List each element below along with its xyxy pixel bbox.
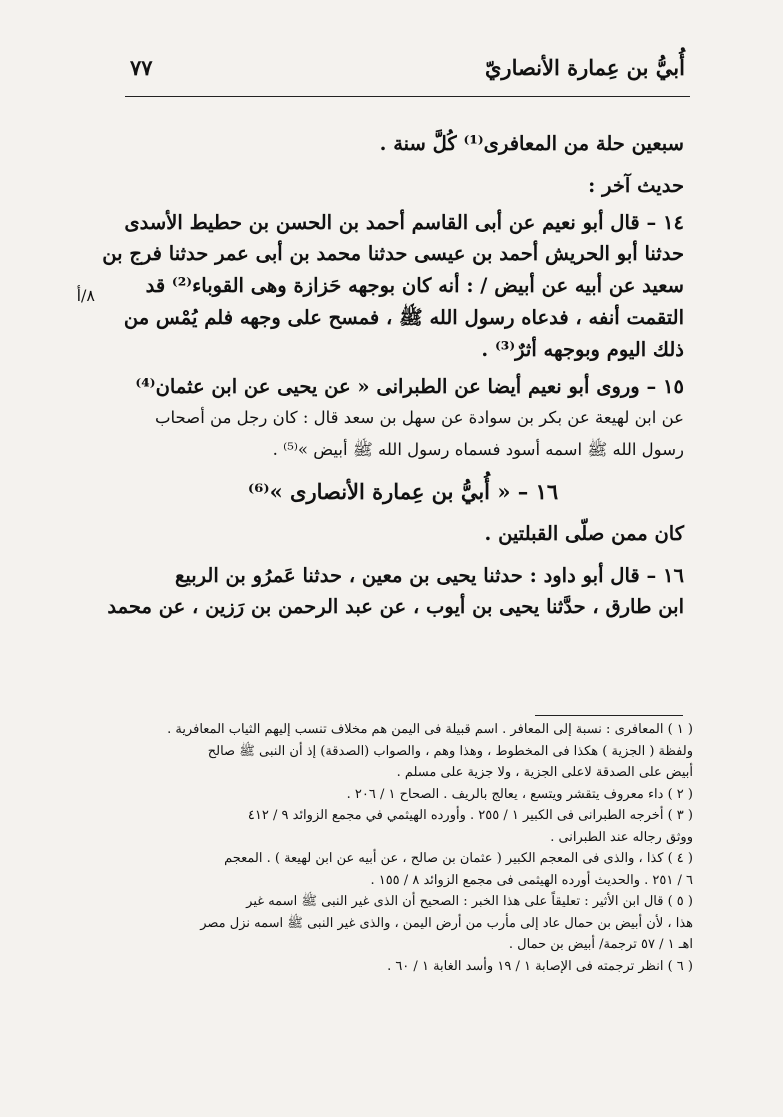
footnote-line: ( ٤ ) كذا ، والذى فى المعجم الكبير ( عثمان بن صالح ، عن أبيه عن ابن لهيعة ) . المعجم (224, 851, 693, 866)
text-line: ١٥ – وروى أبو نعيم أيضا عن الطبرانى « عن يحيى عن ابن عثمان⁽⁴⁾ (135, 374, 684, 398)
text-line: ذلك اليوم وبوجهه أثرٌ⁽³⁾ . (481, 337, 684, 361)
footnote-line: ( ٢ ) داء معروف يتقشر ويتسع ، يعالج بالريف . الصحاح ١ / ٢٠٦ . (346, 786, 693, 802)
text-line: التقمت أنفه ، فدعاه رسول الله ﷺ ، فمسح على وجهه فلم يُمْس من (123, 305, 684, 329)
running-header (130, 55, 685, 95)
text-line: سبعين حلة من المعافرى⁽¹⁾ كُلَّ سنة . (379, 132, 684, 155)
footnote-line: ( ١ ) المعافرى : نسبة إلى المعافر . اسم قبيلة فى اليمن هم مخلاف تنسب إليهم الثياب المعافرية . (167, 722, 693, 737)
text-line: كان ممن صلّى القبلتين . (484, 521, 684, 545)
header-title: أُبيُّ بن عِمارة الأنصاريّ (484, 55, 685, 80)
text-line: عن ابن لهيعة عن بكر بن سوادة عن سهل بن سعد قال : كان رجل من أصحاب (154, 408, 684, 428)
footnote-line: ووثق رجاله عند الطبرانى . (550, 829, 693, 845)
text-line: رسول الله ﷺ اسمه أسود فسماه رسول الله ﷺ أبيض »⁽⁵⁾ . (272, 440, 684, 460)
footnote-divider (535, 715, 683, 716)
footnote-line: ( ٥ ) قال ابن الأثير : تعليقاً على هذا الخبر : الصحيح أن الذى غير النبى ﷺ اسمه غير (246, 894, 693, 909)
footnote-line: ( ٣ ) أخرجه الطبرانى فى الكبير ١ / ٢٥٥ . وأورده الهيثمي في مجمع الزوائد ٩ / ٤١٢ (247, 808, 693, 823)
footnote-line: هذا ، لأن أبيض بن حمال عاد إلى مأرب من أرض اليمن ، والذى غير النبى ﷺ اسمه نزل مصر (200, 915, 693, 931)
footnote-line: أبيض على الصدقة لاعلى الجزية ، ولا جزية على مسلم . (396, 765, 693, 780)
footnote-line: ( ٦ ) انظر ترجمته فى الإصابة ١ / ١٩ وأسد الغابة ١ / ٦٠ . (387, 958, 693, 974)
text-line: حدثنا أبو الحريش أحمد بن عيسى حدثنا محمد بن أبى عمر حدثنا فرج بن (102, 242, 684, 266)
text-line: سعيد عن أبيه عن أبيض / : أنه كان بوجهه حَزازة وهى القوباء⁽²⁾ قد (145, 274, 684, 298)
section-heading: حديث آخر : (588, 173, 684, 197)
text-line: ١٤ – قال أبو نعيم عن أبى القاسم أحمد بن الحسن بن حطيط الأسدى (124, 210, 684, 234)
footnote-line: اهـ ١ / ٥٧ ترجمة/ أبيض بن حمال . (508, 937, 693, 952)
footnote-line: ٦ / ٢٥١ . والحديث أورده الهيثمى فى مجمع الزوائد ٨ / ١٥٥ . (370, 872, 693, 888)
text-line: ابن طارق ، حدَّثنا يحيى بن أيوب ، عن عبد الرحمن بن رَزين ، عن محمد (107, 595, 684, 619)
text-line: ١٦ – قال أبو داود : حدثنا يحيى بن معين ، حدثنا عَمرُو بن الربيع (174, 563, 684, 587)
header-divider (125, 96, 690, 97)
page-number: ٧٧ (130, 55, 153, 80)
footnote-line: ولفظة ( الجزية ) هكذا فى المخطوط ، وهذا وهم ، والصواب (الصدقة) إذ أن النبى ﷺ صالح (207, 743, 693, 759)
entry-title: ١٦ – « أُبيُّ بن عِمارة الأنصارى »⁽⁶⁾ (247, 478, 559, 504)
footnotes (115, 719, 693, 977)
main-text (102, 128, 684, 623)
margin-folio-note: ٨/أ (76, 286, 95, 305)
